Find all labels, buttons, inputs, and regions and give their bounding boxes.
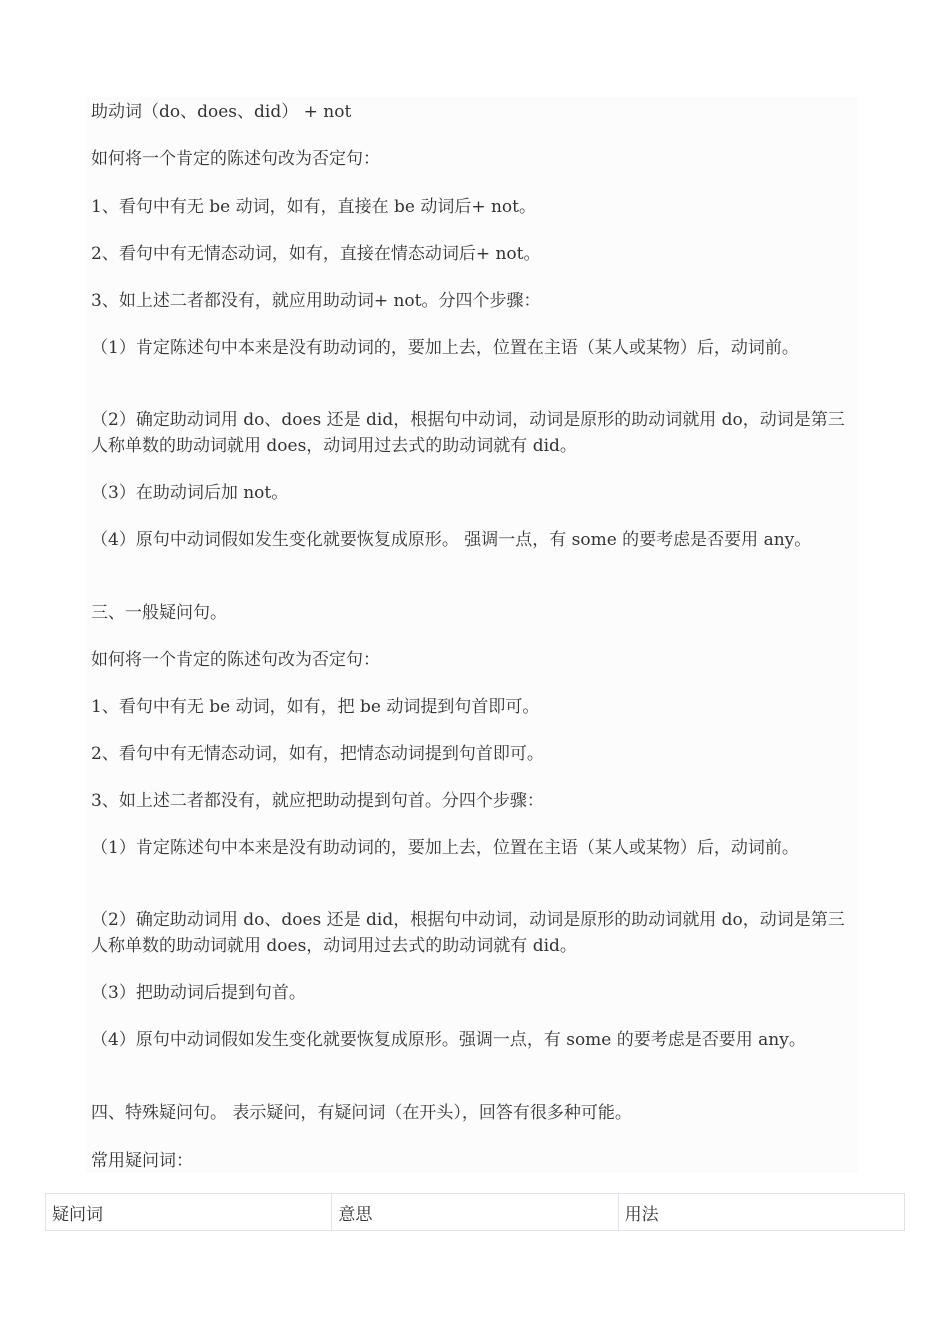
paragraph-question-step-1: 1、看句中有无 be 动词，如有，把 be 动词提到句首即可。 — [91, 697, 540, 717]
paragraph-question-intro: 如何将一个肯定的陈述句改为否定句： — [91, 650, 380, 670]
table-header-meaning: 意思 — [332, 1194, 618, 1231]
paragraph-auxiliary-verbs: 助动词（do、does、did） + not — [91, 102, 352, 122]
table-header-usage: 用法 — [618, 1194, 904, 1231]
paragraph-question-substep-4: （4）原句中动词假如发生变化就要恢复成原形。强调一点，有 some 的要考虑是否要用 any。 — [91, 1030, 806, 1050]
paragraph-common-question-words: 常用疑问词： — [91, 1151, 193, 1171]
section-heading-special-question: 四、特殊疑问句。 表示疑问，有疑问词（在开头），回答有很多种可能。 — [91, 1103, 632, 1123]
paragraph-question-step-3: 3、如上述二者都没有，就应把助动提到句首。分四个步骤： — [91, 791, 544, 811]
paragraph-negative-intro: 如何将一个肯定的陈述句改为否定句： — [91, 149, 380, 169]
paragraph-negative-substep-3: （3）在助动词后加 not。 — [91, 483, 289, 503]
section-heading-general-question: 三、一般疑问句。 — [91, 603, 227, 623]
paragraph-question-step-2: 2、看句中有无情态动词，如有，把情态动词提到句首即可。 — [91, 744, 544, 764]
paragraph-negative-substep-1: （1）肯定陈述句中本来是没有助动词的，要加上去，位置在主语（某人或某物）后，动词前。 — [91, 338, 799, 358]
table-header-question-word: 疑问词 — [46, 1194, 332, 1231]
paragraph-question-substep-1: （1）肯定陈述句中本来是没有助动词的，要加上去，位置在主语（某人或某物）后，动词前。 — [91, 838, 799, 858]
question-words-table — [45, 1193, 905, 1231]
paragraph-negative-step-2: 2、看句中有无情态动词，如有，直接在情态动词后+ not。 — [91, 244, 541, 264]
paragraph-question-substep-3: （3）把助动词后提到句首。 — [91, 983, 306, 1003]
paragraph-question-substep-2: （2）确定助动词用 do、does 还是 did，根据句中动词，动词是原形的助动词就用 do，动词是第三人称单数的助动词就用 does，动词用过去式的助动词就有 did。 — [91, 910, 845, 956]
paragraph-negative-step-1: 1、看句中有无 be 动词，如有，直接在 be 动词后+ not。 — [91, 197, 536, 217]
paragraph-negative-step-3: 3、如上述二者都没有，就应用助动词+ not。分四个步骤： — [91, 291, 541, 311]
table-header-row — [46, 1194, 905, 1231]
paragraph-negative-substep-4: （4）原句中动词假如发生变化就要恢复成原形。 强调一点，有 some 的要考虑是否要用 any。 — [91, 530, 812, 550]
paragraph-negative-substep-2: （2）确定助动词用 do、does 还是 did，根据句中动词，动词是原形的助动词就用 do，动词是第三人称单数的助动词就用 does，动词用过去式的助动词就有 did。 — [91, 410, 845, 456]
